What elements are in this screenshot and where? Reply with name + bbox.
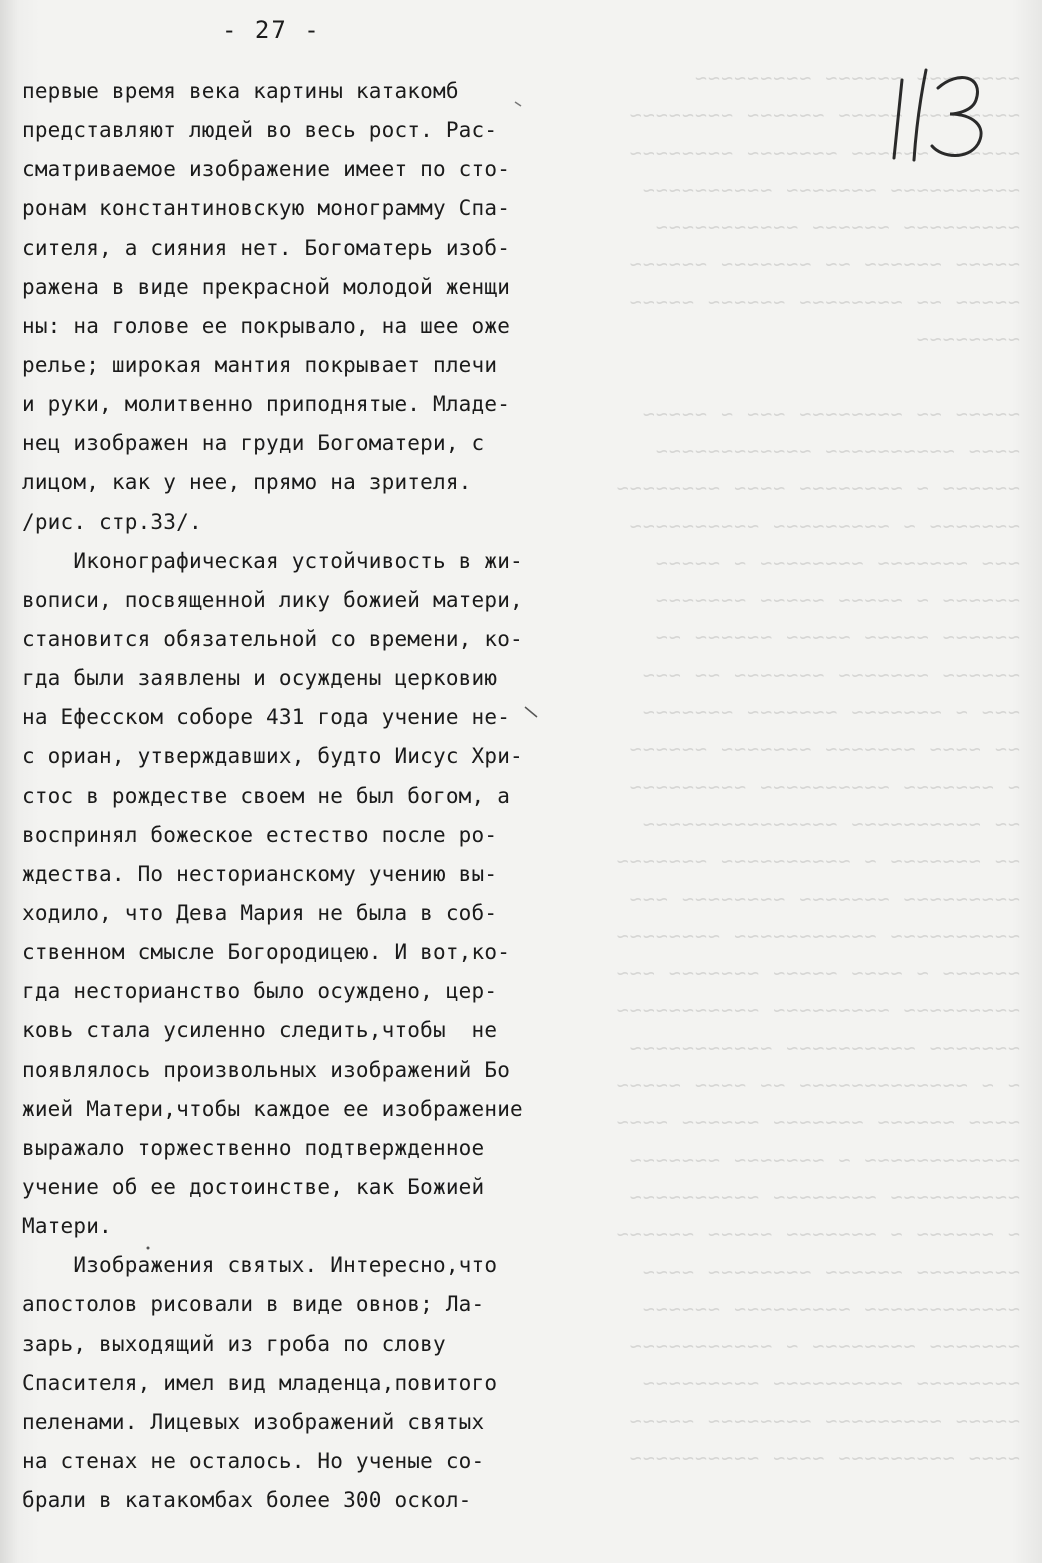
text-line: учение об ее достоинстве, как Божией [22, 1174, 485, 1199]
text-line: и руки, молитвенно приподнятые. Младе- [22, 392, 511, 417]
text-line: пеленами. Лицевых изображений святых [22, 1409, 485, 1434]
text-line: ходило, что Дева Мария не была в соб- [22, 900, 498, 925]
show-through-text: ~~~~~~~~ ~~~~~~ ~~~~~~~~~ ~~~~~~~~ ~~~~~ ~~~~~~ ~~~~~~~~ ~~~~~~ ~~~~~~ ~~~~~~~ ~~~~~~~~ ~~~~~~~~~~ ~~~~~~~ ~~~~~~~~~~ ~~~~~~~~~ ~~~~~~ ~~~~~~~~~~~ ~~~~~ ~~~~~~ ~~ ~~~~~~~ ~~~~~~ ~~~~~ ~~ ~~~~~~~~ ~~~~~~ ~~~~~ ~~~~~~~~ ~~~~~ ~~ ~~~~~~~~ ~~~ ~ ~~~~~ ~~~~ ~~~~~~~~~~ ~~~~~~~~~~~~ ~~~~~~ ~ ~~~~~~~~ ~~~~ ~~~~~~~~ ~~~~~~~ ~ ~~~~~~~~~ ~~~~~~~~~~ ~~~ ~~~~~~~ ~~~~~~~~ ~ ~~~~~ ~~~~~~ ~ ~~~~~ ~~~~~ ~~~~~~~ ~~~~~~ ~~~~~ ~~~~~ ~~~~~~ ~~ ~~~~~~ ~~~~~~~ ~~~~~~~ ~~ ~~~ ~~~ ~ ~~~~~~~ ~~~~~~~ ~~~~~~~ ~~ ~~~~ ~~~~~~~ ~~~~~~~ ~~~~~~ ~ ~~~~~~~ ~~~~~~~~~~ ~~~~~~~~~ ~~ ~~~~~~~~~~ ~~~~~~~~~~~~~~~ ~~ ~~~~~~~ ~ ~~~~~~~~~~ ~~~~~~~ ~~~~~~~~~ ~~~~~~~ ~~~~~~~~ ~~~ ~~~~~~~~~~ ~~~~~~~~~~~ ~~~~~~~~ ~~~~~~ ~ ~~~~ ~~~~~ ~~~~~~~ ~~~ ~~~~~~~~~ ~~~~~~~~~ ~~~~~~~~~~~ ~~~~~~~ ~~~~~~~~~~ ~~~~~~~~~~~ ~ ~ ~~~~~~~~~~~~~ ~~ ~~~~ ~~~~~ ~~~~ ~~~~~~ ~~~~~~~ ~~~~~~ ~~~~ ~~~~~~~~~~~~ ~ ~~~~~~~ ~~~~~~~ ~~~~~~~~~~ ~~~~~~~~ ~~~~~~~~~~ ~ ~~~~~~ ~ ~~~~~~~ ~~~~~ ~~~~~~ ~~~~~~~~ ~~~~~~ ~~~~~~~~ ~~~~ ~~~~~~~~~~~~ ~~~~~~~~~ ~~~~~~ ~~~~~~~ ~~~~~~~~ ~ ~~~~~~~~~~~ ~~~~~~~~ ~~~~~~~~~~ ~~~~~~~~~ ~~~~~ ~~~~~~~~~ ~~~~~~~~ ~~~~~ ~~~~ ~~~~~~~~~ ~~~~ ~~~~~~~~~~ [615, 66, 1020, 1470]
text-line: становится обязательной со времени, ко- [22, 626, 523, 651]
text-line: лицом, как у нее, прямо на зрителя. [22, 470, 472, 495]
text-line: ны: на голове ее покрывало, на шее оже [22, 313, 511, 338]
text-line: с ориан, утверждавших, будто Иисус Хри- [22, 744, 523, 769]
text-line: на Ефесском соборе 431 года учение не- [22, 705, 511, 730]
text-line: брали в катакомбах более 300 оскол- [22, 1488, 472, 1513]
text-line: нец изображен на груди Богоматери, с [22, 431, 485, 456]
text-line: сматриваемое изображение имеет по сто- [22, 157, 511, 182]
text-line: ковь стала усиленно следить,чтобы не [22, 1018, 498, 1043]
text-line: ственном смысле Богородицею. И вот,ко- [22, 940, 511, 965]
text-line: жией Матери,чтобы каждое ее изображение [22, 1096, 523, 1121]
text-line: первые время века картины катакомб [22, 79, 459, 103]
text-line: /рис. стр.33/. [22, 509, 202, 534]
text-line: Матери. [22, 1214, 112, 1239]
text-line: вописи, посвященной лику божией матери, [22, 587, 523, 612]
text-line: Спасителя, имел вид младенца,повитого [22, 1370, 498, 1395]
text-line: гда несторианство было осуждено, цер- [22, 979, 498, 1004]
text-line: выражало торжественно подтвержденное [22, 1135, 485, 1160]
text-line: появлялось произвольных изображений Бо [22, 1057, 511, 1082]
text-line: сителя, а сияния нет. Богоматерь изоб- [22, 235, 511, 260]
text-line: представляют людей во весь рост. Рас- [22, 118, 498, 143]
text-line: ронам константиновскую монограмму Спа- [22, 196, 511, 221]
text-line: стос в рождестве своем не был богом, а [22, 783, 511, 808]
handwritten-page-annotation [880, 40, 1010, 170]
text-line: релье; широкая мантия покрывает плечи [22, 352, 498, 377]
text-line: на стенах не осталось. Но ученые со- [22, 1448, 485, 1473]
document-body [22, 72, 542, 1520]
text-line: Иконографическая устойчивость в жи- [22, 548, 523, 573]
text-line: ражена в виде прекрасной молодой женщи [22, 274, 511, 299]
text-line: гда были заявлены и осуждены церковию [22, 666, 498, 691]
text-line: Изображения святых. Интересно,что [22, 1253, 498, 1278]
text-line: зарь, выходящий из гроба по слову [22, 1331, 446, 1356]
page-number: - 27 - [222, 16, 321, 44]
text-line: ждества. По несторианскому учению вы- [22, 861, 498, 886]
text-line: воспринял божеское естество после ро- [22, 822, 498, 847]
text-line: апостолов рисовали в виде овнов; Ла- [22, 1292, 485, 1317]
